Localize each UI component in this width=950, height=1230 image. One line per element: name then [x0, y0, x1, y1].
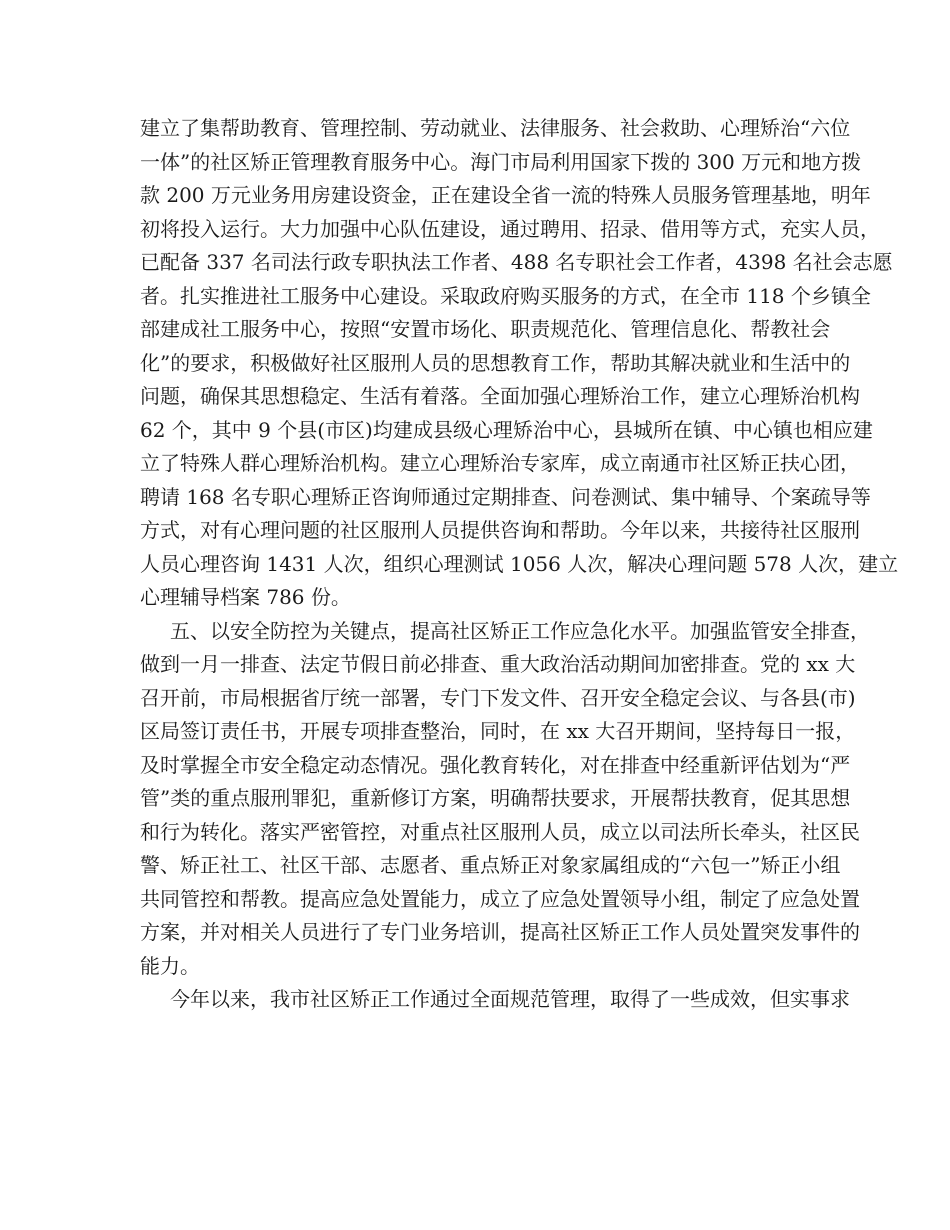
text-line: 心理辅导档案 786 份。	[140, 585, 351, 609]
text-line: 初将投入运行。大力加强中心队伍建设，通过聘用、招录、借用等方式，充实人员，	[140, 216, 880, 241]
text-line: 者。扎实推进社工服务中心建设。采取政府购买服务的方式，在全市 118 个乡镇全	[140, 283, 871, 308]
text-line: 能力。	[140, 953, 200, 978]
text-line: 警、矫正社工、社区干部、志愿者、重点矫正对象家属组成的“六包一”矫正小组	[140, 853, 841, 877]
text-line: 聘请 168 名专职心理矫正咨询师通过定期排查、问卷测试、集中辅导、个案疏导等	[140, 484, 871, 509]
text-line: 方案，并对相关人员进行了专门业务培训，提高社区矫正工作人员处置突发事件的	[140, 920, 860, 944]
text-line: 和行为转化。落实严密管控，对重点社区服刑人员，成立以司法所长牵头，社区民	[140, 819, 860, 844]
text-line: 做到一月一排查、法定节假日前必排查、重大政治活动期间加密排查。党的 xx 大	[140, 652, 856, 676]
text-line: 款 200 万元业务用房建设资金，正在建设全省一流的特殊人员服务管理基地，明年	[140, 183, 871, 207]
text-line: 管”类的重点服刑罪犯，重新修订方案，明确帮扶要求，开展帮扶教育，促其思想	[140, 786, 851, 810]
text-line: 召开前，市局根据省厅统一部署，专门下发文件、召开安全稳定会议、与各县(市)	[140, 685, 856, 710]
paragraph-start-line: 五、以安全防控为关键点，提高社区矫正工作应急化水平。加强监管安全排查，	[170, 618, 870, 643]
text-line: 共同管控和帮教。提高应急处置能力，成立了应急处置领导小组，制定了应急处置	[140, 886, 860, 911]
text-line: 方式，对有心理问题的社区服刑人员提供咨询和帮助。今年以来，共接待社区服刑	[140, 518, 860, 542]
text-line: 区局签订责任书，开展专项排查整治，同时，在 xx 大召开期间，坚持每日一报，	[140, 719, 856, 743]
text-line: 立了特殊人群心理矫治机构。建立心理矫治专家库，成立南通市社区矫正扶心团，	[140, 451, 860, 475]
text-line: 人员心理咨询 1431 人次，组织心理测试 1056 人次，解决心理问题 578 人次，建立	[140, 551, 899, 576]
text-line: 已配备 337 名司法行政专职执法工作者、488 名专职社会工作者，4398 名社会志愿	[140, 250, 893, 274]
text-line: 62 个，其中 9 个县(市区)均建成县级心理矫治中心，县城所在镇、中心镇也相应建	[140, 417, 873, 442]
text-line: 部建成社工服务中心，按照“安置市场化、职责规范化、管理信息化、帮教社会	[140, 317, 831, 341]
text-line: 一体”的社区矫正管理教育服务中心。海门市局利用国家下拨的 300 万元和地方拨	[140, 149, 862, 174]
text-line: 问题，确保其思想稳定、生活有着落。全面加强心理矫治工作，建立心理矫治机构	[140, 384, 860, 408]
paragraph-start-line: 今年以来，我市社区矫正工作通过全面规范管理，取得了一些成效，但实事求	[170, 987, 850, 1011]
text-line: 及时掌握全市安全稳定动态情况。强化教育转化，对在排查中经重新评估划为“严	[140, 752, 851, 777]
document-body	[140, 112, 899, 1017]
text-line: 建立了集帮助教育、管理控制、劳动就业、法律服务、社会救助、心理矫治“六位	[140, 116, 851, 140]
text-line: 化”的要求，积极做好社区服刑人员的思想教育工作，帮助其解决就业和生活中的	[140, 350, 851, 375]
